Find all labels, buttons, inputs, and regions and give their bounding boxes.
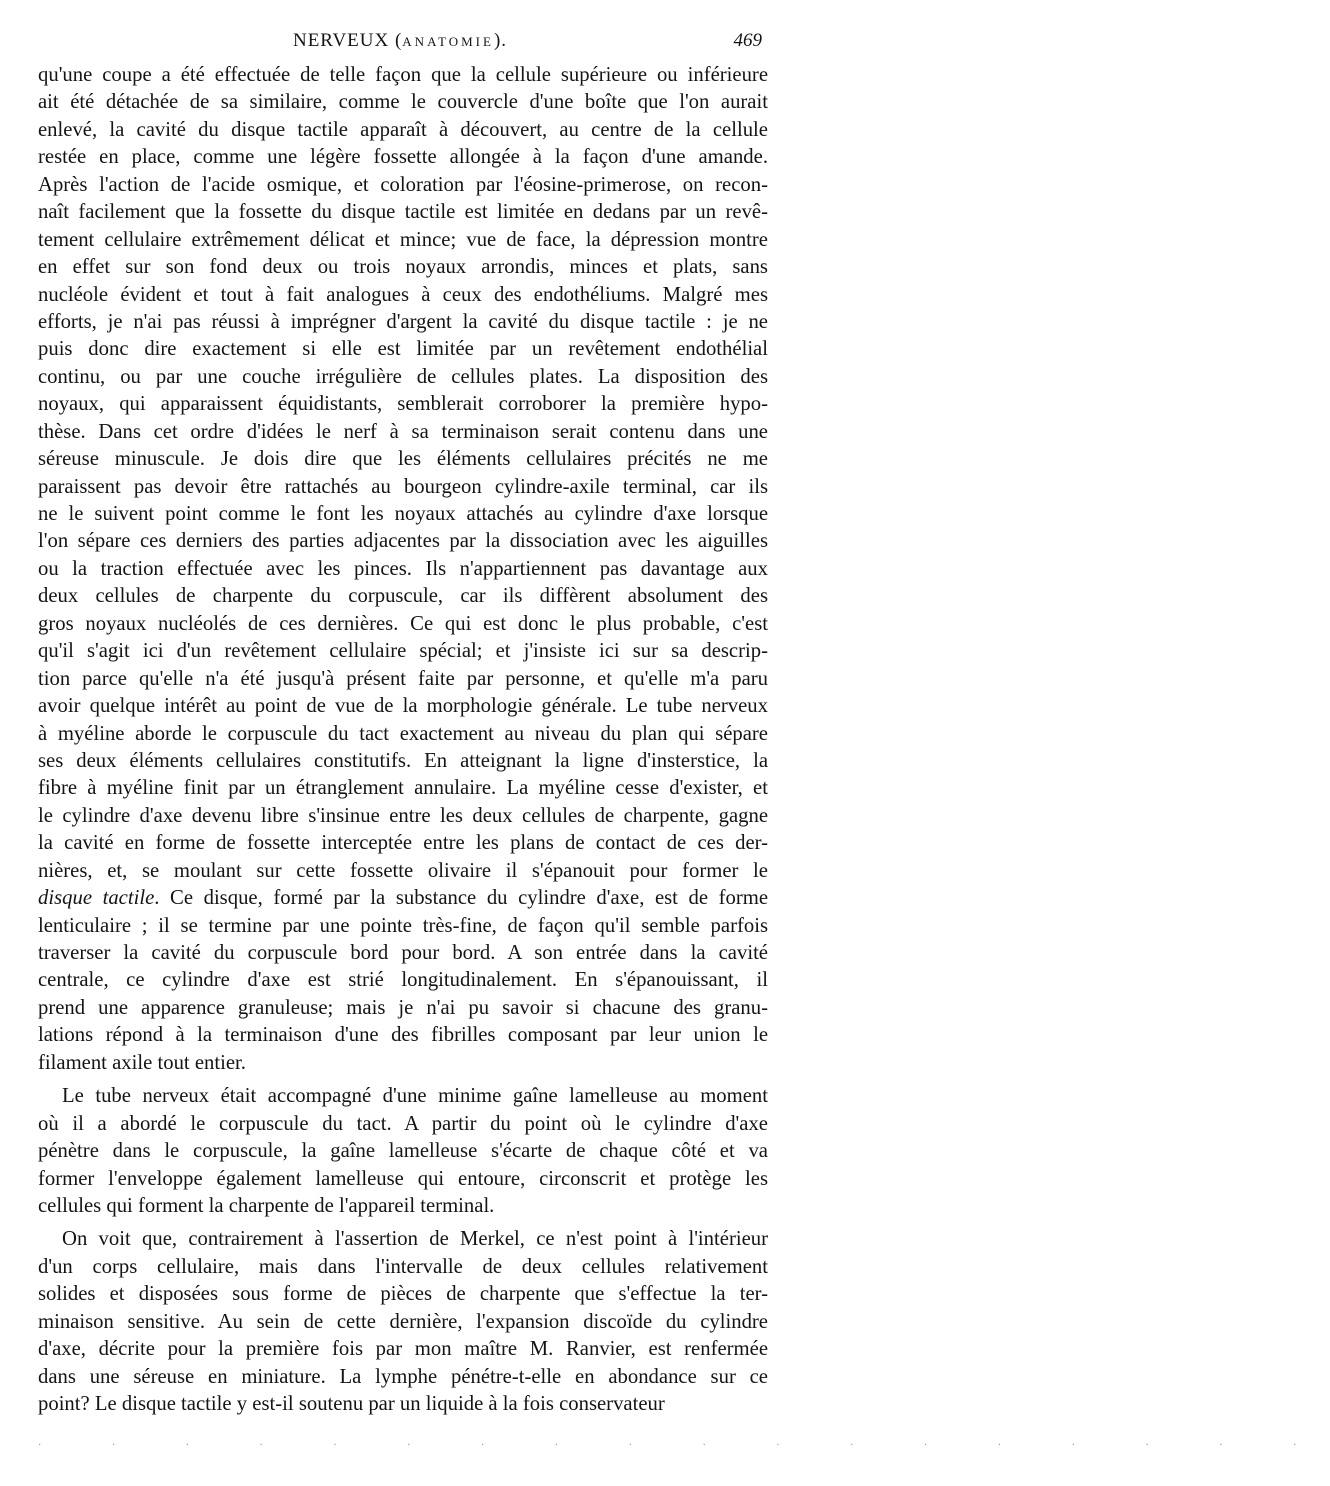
running-title-smallcaps: ANATOMIE [402,34,494,49]
text-line: cellules qui forment la charpente de l'appareil terminal. [38,1194,495,1217]
text-line: où il a abordé le corpuscule du tact. A partir du point où le cylindre d'axe [38,1112,768,1135]
text-line: l'on sépare ces derniers des parties adjacentes par la dissociation avec les aiguilles [38,530,768,553]
text-line: noyaux, qui apparaissent équidistants, semblerait corroborer la première hypo- [38,393,768,416]
text-line: pénètre dans le corpuscule, la gaîne lamelleuse s'écarte de chaque côté et va [38,1140,768,1163]
text-line: centrale, ce cylindre d'axe est strié longitudinalement. En s'épanouissant, il [38,969,768,992]
text-line: prend une apparence granuleuse; mais je n'ai pu savoir si chacune des granu- [38,996,768,1019]
text-line: filament axile tout entier. [38,1051,246,1074]
running-title-close: ). [493,30,508,51]
body-text [38,62,768,1418]
text-line: qu'il s'agit ici d'un revêtement cellulaire spécial; et j'insiste ici sur sa descrip- [38,640,768,663]
running-title [0,30,800,52]
text-line: ses deux éléments cellulaires constitutifs. En atteignant la ligne d'insterstice, la [38,749,768,772]
text-line: continu, ou par une couche irrégulière de cellules plates. La disposition des [38,365,768,388]
text-line: disque tactile. Ce disque, formé par la substance du cylindre d'axe, est de forme [38,887,768,910]
page-number: 469 [733,30,762,51]
text-line: dans une séreuse en miniature. La lymphe pénétre-t-elle en abondance sur ce [38,1365,768,1388]
text-line: puis donc dire exactement si elle est limitée par un revêtement endothélial [38,338,768,361]
running-title-main: NERVEUX ( [292,30,403,51]
italic-term: disque tactile [38,887,155,910]
text-line: tion parce qu'elle n'a été jusqu'à présent faite par personne, et qu'elle m'a paru [38,667,768,690]
text-line: qu'une coupe a été effectuée de telle façon que la cellule supérieure ou inférieure [38,64,768,86]
text-line: d'axe, décrite pour la première fois par mon maître M. Ranvier, est renfermée [38,1338,768,1361]
text-line: former l'enveloppe également lamelleuse qui entoure, circonscrit et protège les [38,1167,768,1190]
text-line: lenticulaire ; il se termine par une pointe très-fine, de façon qu'il semble parfois [38,914,768,937]
text-line: d'un corps cellulaire, mais dans l'intervalle de deux cellules relativement [38,1255,768,1278]
text-line: Après l'action de l'acide osmique, et coloration par l'éosine-primerose, on recon- [38,173,768,196]
paragraph [38,1226,768,1418]
text-line: Le tube nerveux était accompagné d'une minime gaîne lamelleuse au moment [62,1085,768,1108]
text-line: enlevé, la cavité du disque tactile apparaît à découvert, au centre de la cellule [38,118,768,141]
text-line: deux cellules de charpente du corpuscule, car ils diffèrent absolument des [38,585,768,608]
text-line: tement cellulaire extrêmement délicat et mince; vue de face, la dépression montre [38,228,768,251]
running-header [0,30,800,58]
text-line: paraissent pas devoir être rattachés au bourgeon cylindre-axile terminal, car ils [38,475,768,498]
text-line: fibre à myéline finit par un étranglement annulaire. La myéline cesse d'exister, et [38,777,768,800]
text-line: gros noyaux nucléolés de ces dernières. Ce qui est donc le plus probable, c'est [38,612,768,635]
paragraph [38,62,768,1077]
text-line: On voit que, contrairement à l'assertion de Merkel, ce n'est point à l'intérieur [62,1228,768,1251]
text-line: minaison sensitive. Au sein de cette dernière, l'expansion discoïde du cylindre [38,1310,768,1333]
text-line: nières, et, se moulant sur cette fossette olivaire il s'épanouit pour former le [38,859,768,882]
text-line: thèse. Dans cet ordre d'idées le nerf à sa terminaison serait contenu dans une [38,420,768,443]
bottom-scan-marks: · · · · · · · · · · · · · · · · · · [38,1440,1330,1451]
text-line: ou la traction effectuée avec les pinces. Ils n'appartiennent pas davantage aux [38,557,768,580]
text-line: ait été détachée de sa similaire, comme le couvercle d'une boîte que l'on aurait [38,91,768,114]
text-line: nucléole évident et tout à fait analogues à ceux des endothéliums. Malgré mes [38,283,768,306]
text-line: naît facilement que la fossette du disque tactile est limitée en dedans par un revê- [38,201,768,224]
text-line: traverser la cavité du corpuscule bord pour bord. A son entrée dans la cavité [38,942,768,964]
text-line: lations répond à la terminaison d'une des fibrilles composant par leur union le [38,1024,768,1047]
text-line: solides et disposées sous forme de pièces de charpente que s'effectue la ter- [38,1283,768,1306]
text-line: séreuse minuscule. Je dois dire que les éléments cellulaires précités ne me [38,448,768,471]
text-line: ne le suivent point comme le font les noyaux attachés au cylindre d'axe lorsque [38,503,768,525]
text-line: restée en place, comme une légère fossette allongée à la façon d'une amande. [38,146,768,169]
text-line: point? Le disque tactile y est-il soutenu par un liquide à la fois conservateur [38,1393,665,1415]
text-line: à myéline aborde le corpuscule du tact exactement au niveau du plan qui sépare [38,722,768,745]
paragraph [38,1083,768,1220]
text-line: la cavité en forme de fossette interceptée entre les plans de contact de ces der- [38,832,768,855]
text-line: avoir quelque intérêt au point de vue de la morphologie générale. Le tube nerveux [38,695,768,718]
text-line: efforts, je n'ai pas réussi à imprégner d'argent la cavité du disque tactile : je ne [38,310,768,333]
text-line: en effet sur son fond deux ou trois noyaux arrondis, minces et plats, sans [38,256,768,279]
text-line: le cylindre d'axe devenu libre s'insinue entre les deux cellules de charpente, gagne [38,804,768,827]
